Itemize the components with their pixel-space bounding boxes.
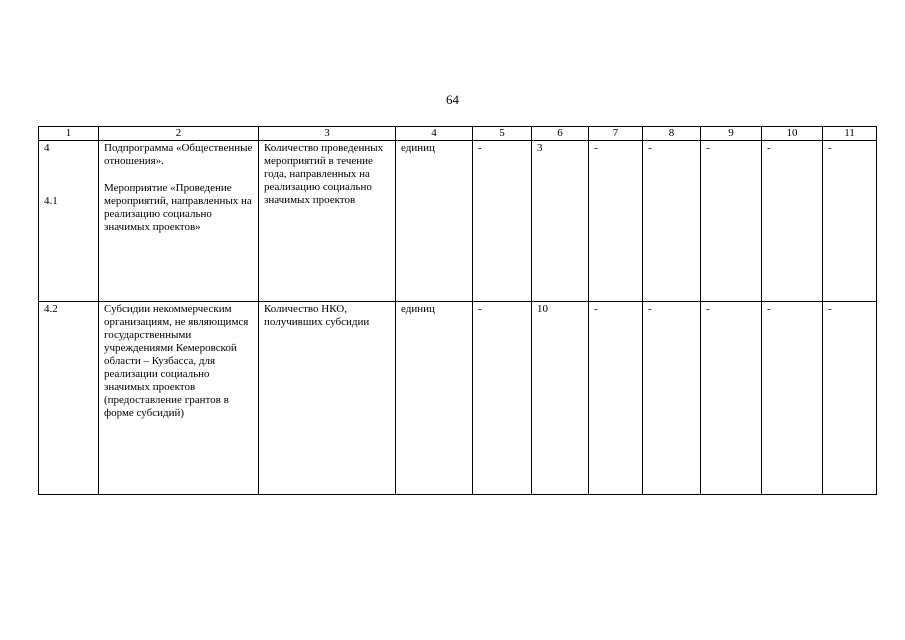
value-cell: - — [762, 302, 823, 495]
value-cell: - — [823, 141, 877, 302]
name-cell: Субсидии некоммерческим организациям, не являющимся государственными учреждениями Кемеровской области – Кузбасса, для реализации социально значимых проектов (предоставление грантов в форме субсидий) — [99, 302, 259, 495]
value-cell: - — [589, 141, 643, 302]
column-header: 11 — [823, 127, 877, 141]
unit-cell: единиц — [396, 141, 473, 302]
value-cell: - — [823, 302, 877, 495]
column-header: 4 — [396, 127, 473, 141]
name-cell — [99, 141, 259, 302]
column-number-header-row — [39, 127, 877, 141]
column-header: 7 — [589, 127, 643, 141]
value-cell: 10 — [532, 302, 589, 495]
table-row — [39, 302, 877, 495]
activity-name: Мероприятие «Проведение мероприятий, направленных на реализацию социально значимых проектов» — [104, 182, 252, 233]
subprogram-name: Подпрограмма «Общественные отношения». — [104, 142, 253, 167]
column-header: 1 — [39, 127, 99, 141]
indicator-cell: Количество НКО, получивших субсидии — [259, 302, 396, 495]
value-cell: 3 — [532, 141, 589, 302]
value-cell: - — [701, 141, 762, 302]
value-cell: - — [643, 302, 701, 495]
column-header: 3 — [259, 127, 396, 141]
table-row — [39, 141, 877, 302]
program-indicators-table — [38, 126, 877, 495]
column-header: 2 — [99, 127, 259, 141]
column-header: 10 — [762, 127, 823, 141]
column-header: 5 — [473, 127, 532, 141]
column-header: 6 — [532, 127, 589, 141]
row-number-cell — [39, 141, 99, 302]
value-cell: - — [762, 141, 823, 302]
value-cell: - — [589, 302, 643, 495]
value-cell: - — [701, 302, 762, 495]
indicator-cell: Количество проведенных мероприятий в течение года, направленных на реализацию социально значимых проектов — [259, 141, 396, 302]
page-number: 64 — [446, 92, 459, 107]
column-header: 8 — [643, 127, 701, 141]
row-number-cell: 4.2 — [39, 302, 99, 495]
subprogram-number: 4 — [44, 142, 50, 154]
column-header: 9 — [701, 127, 762, 141]
activity-number: 4.1 — [44, 195, 58, 207]
value-cell: - — [473, 141, 532, 302]
value-cell: - — [473, 302, 532, 495]
unit-cell: единиц — [396, 302, 473, 495]
value-cell: - — [643, 141, 701, 302]
